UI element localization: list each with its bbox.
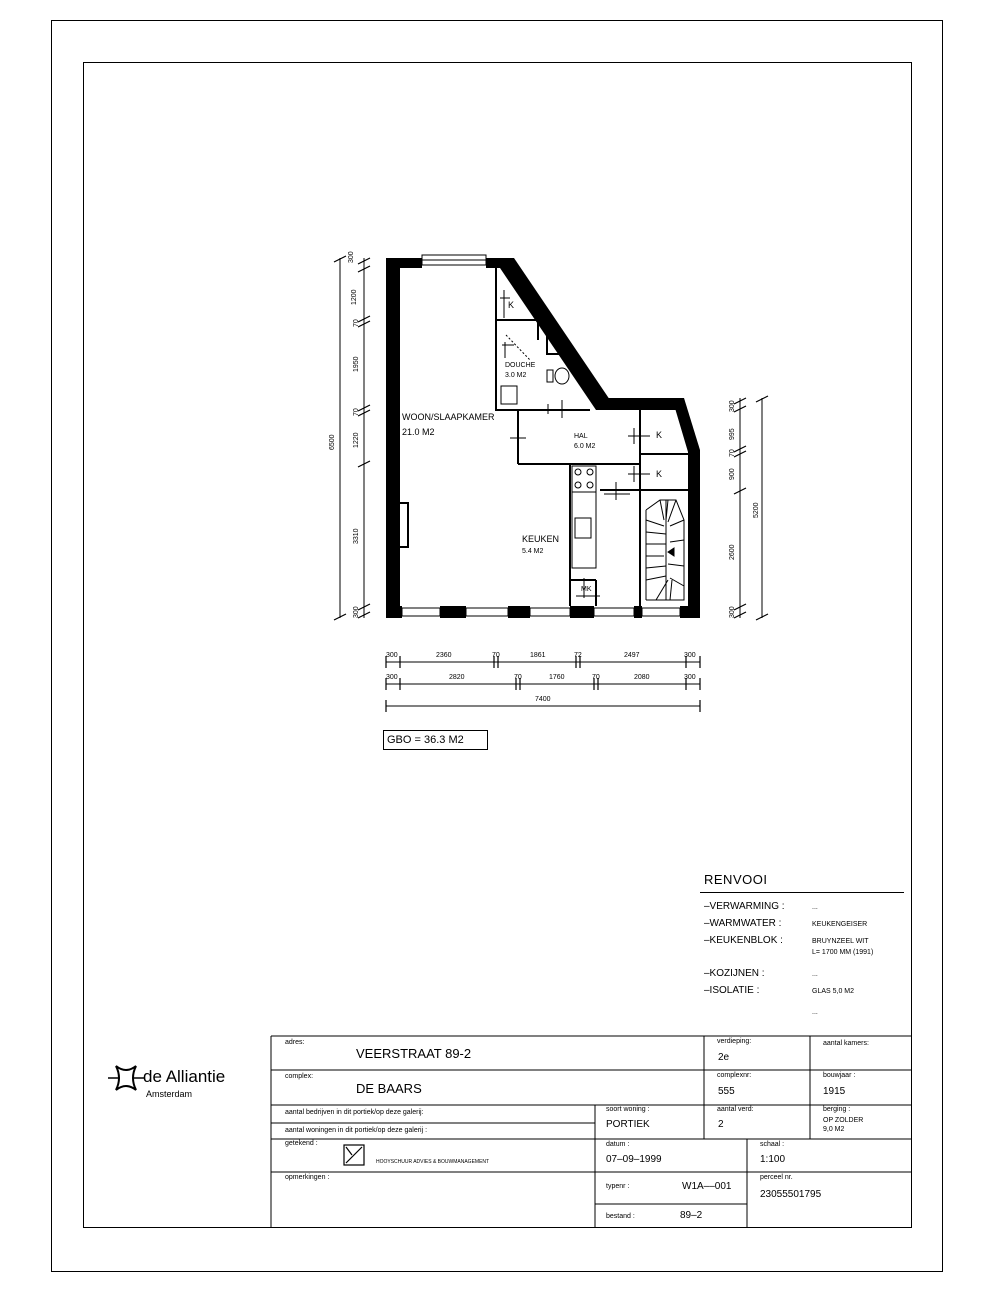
tb-verdieping: 2e [718, 1052, 730, 1063]
tb-datum-label: datum : [606, 1141, 630, 1148]
dim-row1: 2360 [436, 652, 452, 659]
logo-name: de Alliantie [143, 1067, 226, 1086]
dim-left: 3310 [353, 528, 360, 544]
renvooi-value: ... [812, 971, 818, 978]
tb-berging-2: 9,0 M2 [823, 1126, 845, 1133]
tb-typenr: W1A––001 [682, 1181, 732, 1192]
dim-left: 70 [353, 408, 360, 416]
renvooi-label: –KEUKENBLOK : [704, 935, 783, 946]
tb-berging-1: OP ZOLDER [823, 1117, 864, 1124]
tb-kamers-label: aantal kamers: [823, 1040, 869, 1047]
room-douche-area: 3.0 M2 [505, 372, 527, 379]
tb-complex-label: complex: [285, 1073, 314, 1080]
dim-row2: 1760 [549, 674, 565, 681]
alliantie-logo-icon [108, 1066, 144, 1090]
renvooi-label: –ISOLATIE : [704, 985, 760, 996]
stair [646, 500, 684, 600]
dim-row1: 70 [492, 652, 500, 659]
tb-berging-label: berging : [823, 1106, 851, 1113]
dim-left: 1220 [353, 432, 360, 448]
dim-row2: 70 [514, 674, 522, 681]
closet-label: K [508, 300, 515, 310]
renvooi-value: L= 1700 MM (1991) [812, 949, 874, 956]
tb-complexnr: 555 [718, 1086, 735, 1097]
room-keuken-area: 5.4 M2 [522, 548, 544, 555]
tb-perceel: 23055501795 [760, 1189, 822, 1200]
tb-soort: PORTIEK [606, 1119, 650, 1130]
dim-row1: 72 [574, 652, 582, 659]
dim-row1: 300 [386, 652, 398, 659]
getekend-logo-icon [344, 1145, 364, 1165]
renvooi-label: –WARMWATER : [704, 918, 782, 929]
room-woon-area: 21.0 M2 [402, 427, 435, 437]
dim-row3-total: 7400 [535, 696, 551, 703]
dim-left: 1950 [353, 356, 360, 372]
renvooi-value: BRUYNZEEL WIT [812, 938, 869, 945]
dim-row2: 70 [592, 674, 600, 681]
tb-adres: VEERSTRAAT 89-2 [356, 1046, 472, 1061]
room-hal-area: 6.0 M2 [574, 443, 596, 450]
renvooi-title: RENVOOI [704, 872, 768, 887]
tb-bouwjaar: 1915 [823, 1086, 846, 1097]
dim-left: 70 [353, 319, 360, 327]
renvooi-value: GLAS 5,0 M2 [812, 988, 855, 995]
tb-verd-label: aantal verd: [717, 1106, 754, 1113]
dim-left-total: 6500 [329, 434, 336, 450]
dim-right: 300 [729, 400, 736, 412]
closet-label: K [656, 469, 663, 479]
renvooi-value: KEUKENGEISER [812, 921, 868, 928]
dim-right-total: 5200 [753, 502, 760, 518]
dim-row2: 2820 [449, 674, 465, 681]
dim-right: 300 [729, 606, 736, 618]
dim-right: 70 [729, 449, 736, 457]
logo-sub: Amsterdam [146, 1089, 193, 1099]
dim-right: 995 [729, 428, 736, 440]
dim-row1: 1861 [530, 652, 546, 659]
tb-getekend-label: getekend : [285, 1140, 318, 1147]
tb-schaal-label: schaal : [760, 1141, 785, 1148]
room-keuken-name: KEUKEN [522, 534, 560, 544]
tb-complexnr-label: complexnr: [717, 1072, 752, 1079]
tb-adres-label: adres: [285, 1039, 305, 1046]
tb-getekend: HOOYSCHUUR ADVIES & BOUWMANAGEMENT [376, 1159, 490, 1165]
dim-right: 900 [729, 468, 736, 480]
dim-row2: 300 [684, 674, 696, 681]
tb-complex: DE BAARS [356, 1081, 422, 1096]
dim-left: 1200 [351, 289, 358, 305]
tb-perceel-label: perceel nr. [760, 1174, 793, 1181]
renvooi-value: ... [812, 1009, 818, 1016]
dim-left: 300 [348, 251, 355, 263]
room-woon-name: WOON/SLAAPKAMER [402, 412, 495, 422]
dim-row2: 300 [386, 674, 398, 681]
room-douche-name: DOUCHE [505, 362, 536, 369]
tb-typenr-label: typenr : [606, 1183, 630, 1190]
closet-label: K [656, 430, 663, 440]
tb-bestand-label: bestand : [606, 1213, 635, 1220]
dim-left: 300 [353, 606, 360, 618]
tb-soort-label: soort woning : [606, 1106, 650, 1113]
tb-schaal: 1:100 [760, 1154, 786, 1165]
tb-datum: 07–09–1999 [606, 1154, 662, 1165]
renvooi-divider [700, 892, 904, 893]
tb-opmerkingen-label: opmerkingen : [285, 1174, 330, 1181]
tb-bestand: 89–2 [680, 1210, 703, 1221]
tb-verd: 2 [718, 1119, 724, 1130]
renvooi-label: –KOZIJNEN : [704, 968, 765, 979]
outer-walls [386, 258, 700, 618]
tb-bouwjaar-label: bouwjaar : [823, 1072, 856, 1079]
dim-row1: 300 [684, 652, 696, 659]
tb-woningen-label: aantal woningen in dit portiek/op deze galerij : [285, 1127, 428, 1134]
renvooi-value: ... [812, 904, 818, 911]
tb-verdieping-label: verdieping: [717, 1038, 752, 1045]
renvooi-label: –VERWARMING : [704, 901, 785, 912]
dim-row2: 2080 [634, 674, 650, 681]
room-hal-name: HAL [574, 433, 588, 440]
gbo-box: GBO = 36.3 M2 [383, 730, 488, 750]
meter-cupboard-label: MK [581, 586, 592, 593]
tb-bedrijven-label: aantal bedrijven in dit portiek/op deze galerij: [285, 1109, 424, 1116]
dim-right: 2600 [729, 544, 736, 560]
dim-row1: 2497 [624, 652, 640, 659]
